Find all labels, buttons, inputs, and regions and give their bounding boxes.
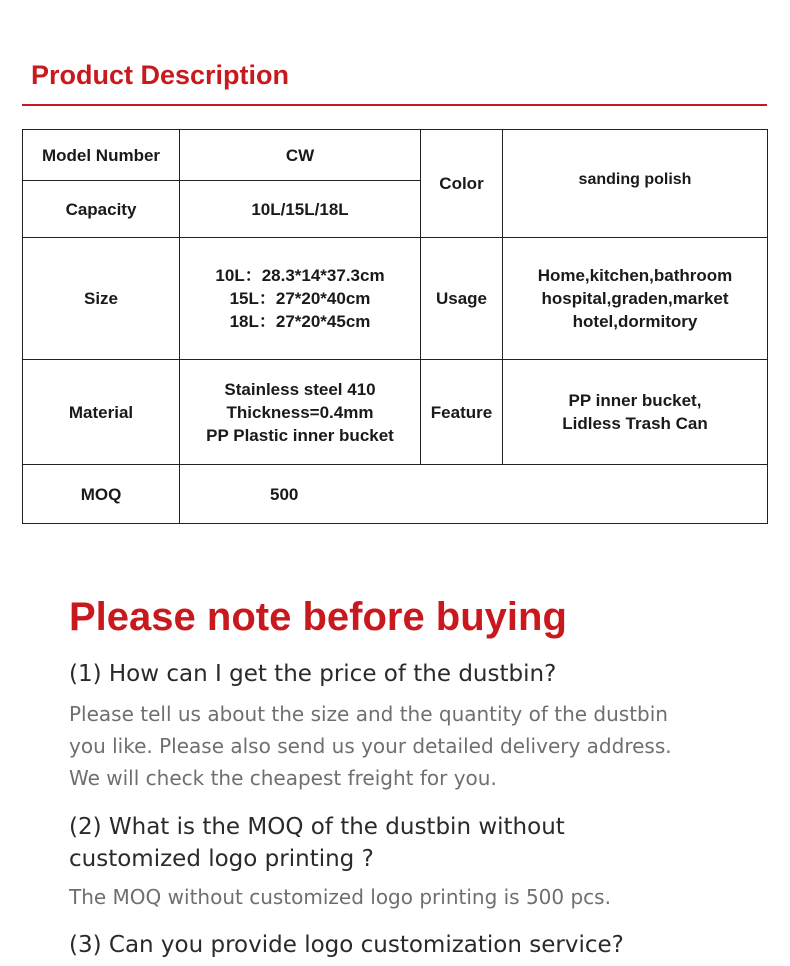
- moq-value: 500: [180, 465, 768, 524]
- faq-question-2: [69, 811, 769, 875]
- size-values: [180, 238, 421, 360]
- size-value-line: 18L：27*20*45cm: [229, 312, 371, 331]
- spec-table: [22, 129, 768, 524]
- table-row: [23, 130, 768, 181]
- usage-label: Usage: [421, 238, 503, 360]
- material-values: [180, 360, 421, 465]
- usage-value-line: hotel,dormitory: [572, 312, 698, 331]
- answer-line: you like. Please also send us your detailed delivery address.: [69, 734, 672, 758]
- color-value: sanding polish: [503, 130, 768, 238]
- usage-value-line: hospital,graden,market: [541, 289, 729, 308]
- size-value-line: 15L：27*20*40cm: [229, 289, 371, 308]
- question-line: (1) How can I get the price of the dustbin?: [69, 661, 557, 687]
- faq-answer-2: [69, 881, 769, 913]
- model-number-label: Model Number: [23, 130, 180, 181]
- answer-line: Please tell us about the size and the quantity of the dustbin: [69, 702, 668, 726]
- capacity-value: 10L/15L/18L: [180, 181, 421, 238]
- material-value-line: PP Plastic inner bucket: [206, 425, 394, 445]
- usage-value-line: Home,kitchen,bathroom: [537, 266, 733, 285]
- question-line: customized logo printing ?: [69, 846, 374, 872]
- feature-value-line: Lidless Trash Can: [562, 414, 708, 433]
- notes-title: Please note before buying: [69, 595, 567, 639]
- answer-line: We will check the cheapest freight for you.: [69, 766, 497, 790]
- moq-label: MOQ: [23, 465, 180, 524]
- table-row: [23, 360, 768, 465]
- feature-values: [503, 360, 768, 465]
- capacity-label: Capacity: [23, 181, 180, 238]
- size-label: Size: [23, 238, 180, 360]
- answer-line: The MOQ without customized logo printing is 500 pcs.: [69, 885, 611, 909]
- material-value-line: Thickness=0.4mm: [226, 402, 374, 422]
- model-number-value: CW: [180, 130, 421, 181]
- table-row: [23, 465, 768, 524]
- section-title-product-description: Product Description: [31, 60, 290, 90]
- feature-label: Feature: [421, 360, 503, 465]
- title-underline: [22, 104, 767, 106]
- table-row: [23, 238, 768, 360]
- question-line: (2) What is the MOQ of the dustbin without: [69, 814, 565, 840]
- faq-question-1: [69, 658, 769, 690]
- usage-values: [503, 238, 768, 360]
- material-value-line: Stainless steel 410: [224, 379, 376, 399]
- color-label: Color: [421, 130, 503, 238]
- faq-answer-1: [69, 698, 769, 794]
- feature-value-line: PP inner bucket,: [568, 391, 702, 410]
- size-value-line: 10L：28.3*14*37.3cm: [215, 266, 385, 285]
- question-line: (3) Can you provide logo customization service?: [69, 932, 624, 958]
- material-label: Material: [23, 360, 180, 465]
- faq-question-3: [69, 929, 769, 961]
